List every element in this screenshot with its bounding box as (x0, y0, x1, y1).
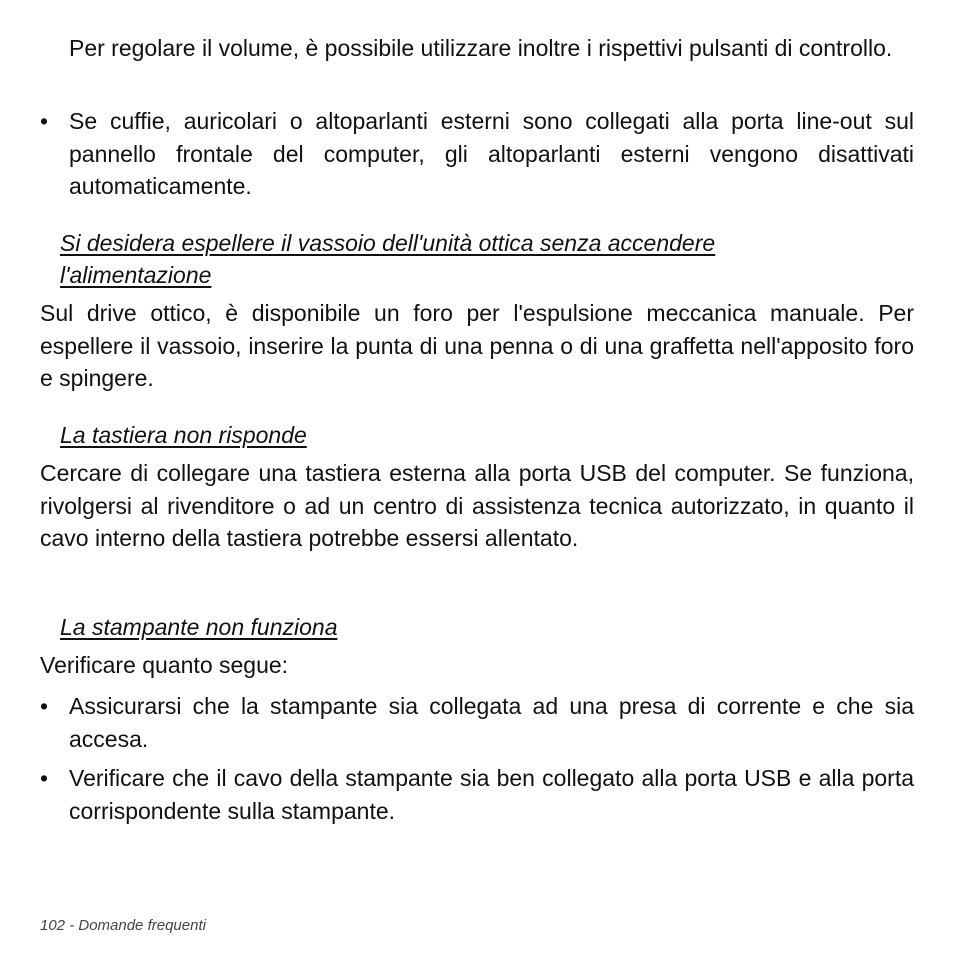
section-heading-keyboard: La tastiera non risponde (60, 422, 307, 448)
keyboard-paragraph: Cercare di collegare una tastiera esterna alla porta USB del computer. Se funziona, rivolgersi al rivenditore o ad un centro di assistenza tecnica autorizzato, in quanto il cavo interno della tastiera potrebbe essersi allentato. (40, 460, 914, 551)
bullet-text: Se cuffie, auricolari o altoparlanti esterni sono collegati alla porta line-out sul pannello frontale del computer, gli altoparlanti esterni vengono disattivati automaticamente. (69, 108, 914, 199)
list-item (40, 105, 914, 203)
intro-paragraph: Per regolare il volume, è possibile utilizzare inoltre i rispettivi pulsanti di controllo. (69, 35, 893, 61)
printer-paragraph: Verificare quanto segue: (40, 652, 289, 678)
bullet-text: Verificare che il cavo della stampante sia ben collegato alla porta USB e alla porta corrispondente sulla stampante. (69, 765, 914, 824)
section-heading-optical: Si desidera espellere il vassoio dell'unità ottica senza accendere l'alimentazione (60, 230, 716, 288)
bullet-icon: • (40, 765, 49, 791)
list-item (40, 690, 914, 756)
bullet-text: Assicurarsi che la stampante sia collegata ad una presa di corrente e che sia accesa. (69, 693, 914, 752)
page-footer: 102 - Domande frequenti (40, 917, 206, 934)
list-item (40, 762, 914, 828)
section-heading-printer: La stampante non funziona (60, 614, 338, 640)
bullet-icon: • (40, 693, 49, 719)
optical-paragraph: Sul drive ottico, è disponibile un foro per l'espulsione meccanica manuale. Per espellere il vassoio, inserire la punta di una penna o di una graffetta nell'apposito foro e spingere. (40, 300, 914, 391)
bullet-icon: • (40, 108, 49, 134)
